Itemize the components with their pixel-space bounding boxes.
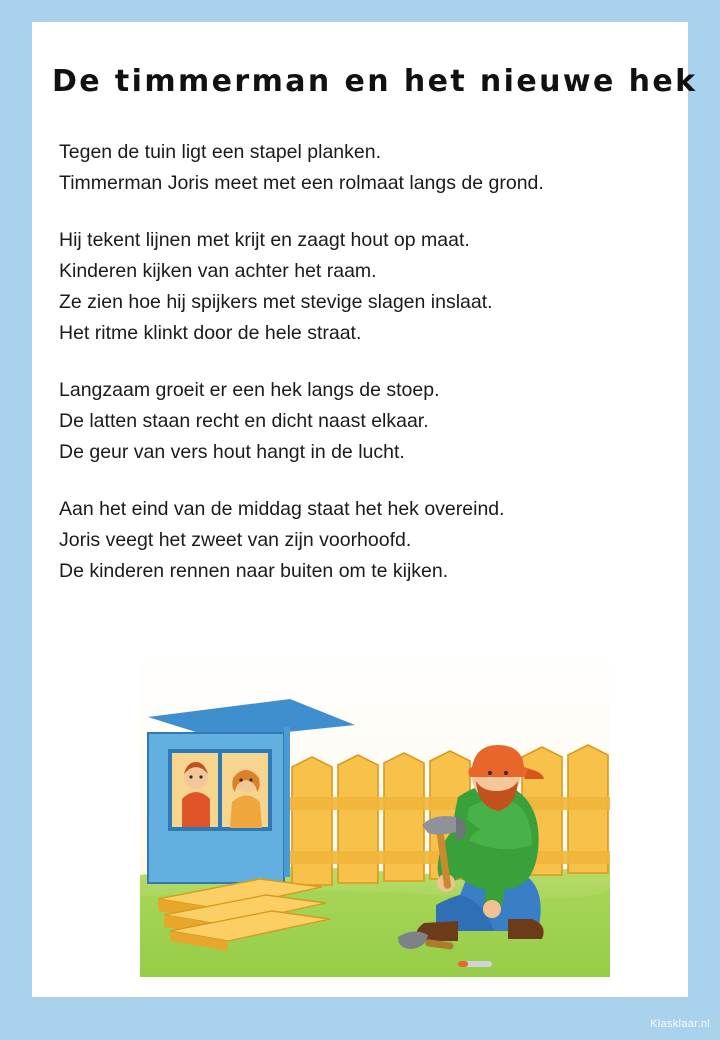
poem-line: Kinderen kijken van achter het raam. [59,260,377,282]
stanza [59,137,688,199]
carpenter-scene-image [140,647,610,977]
poem-line: Tegen de tuin ligt een stapel planken. [59,141,381,163]
poem-line: Aan het eind van de middag staat het hek overeind. [59,498,505,520]
illustration [140,647,610,977]
brand-watermark: Klasklaar.nl [650,1018,710,1030]
page-title: De timmerman en het nieuwe hek [52,64,698,99]
poem-line: De kinderen rennen naar buiten om te kijken. [59,560,449,582]
poem-line: Het ritme klinkt door de hele straat. [59,322,362,344]
poem-line: Joris veegt het zweet van zijn voorhoofd. [59,529,412,551]
poem-line: Ze zien hoe hij spijkers met stevige slagen inslaat. [59,291,493,313]
stanza [59,375,688,468]
poem-body [32,137,688,587]
poem-line: Hij tekent lijnen met krijt en zaagt hout op maat. [59,229,470,251]
paper-sheet [32,22,698,997]
poem-line: De geur van vers hout hangt in de lucht. [59,441,405,463]
poem-line: Timmerman Joris meet met een rolmaat langs de grond. [59,172,544,194]
poem-line: Langzaam groeit er een hek langs de stoep. [59,379,440,401]
stanza [59,494,688,587]
stanza [59,225,688,349]
poem-line: De latten staan recht en dicht naast elkaar. [59,410,429,432]
